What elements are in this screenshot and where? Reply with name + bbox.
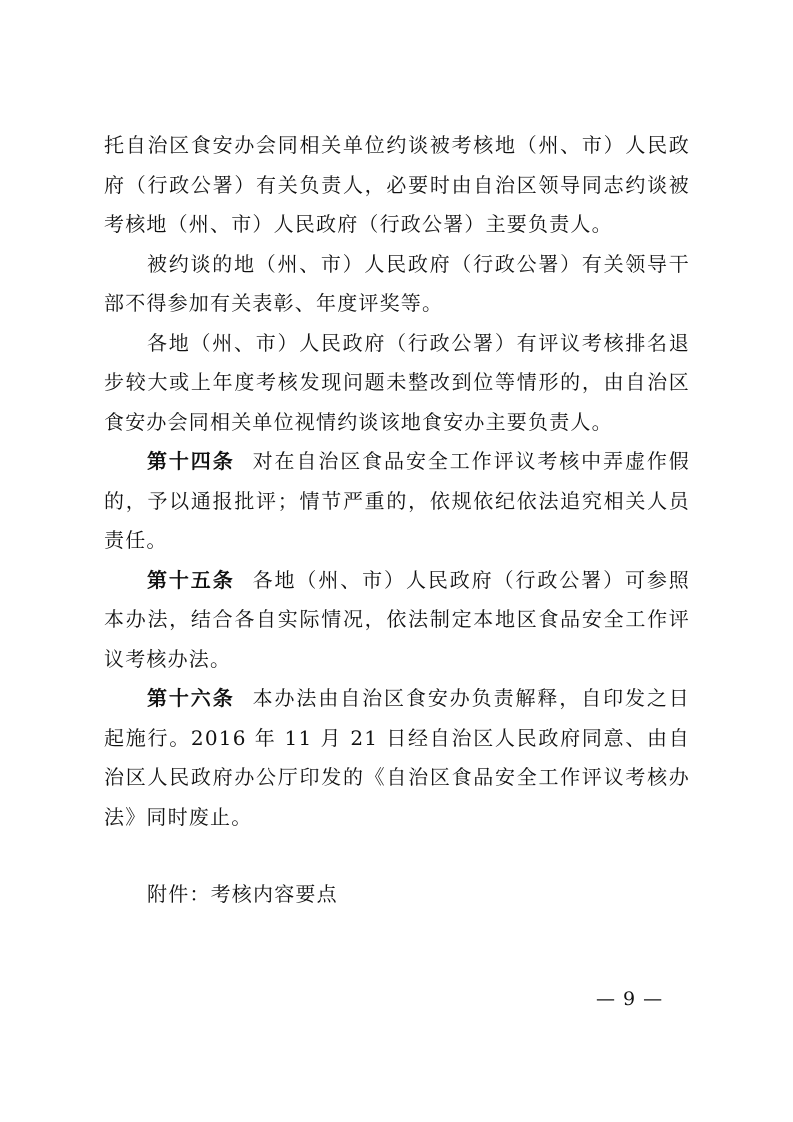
paragraph-interview-consequence: 被约谈的地（州、市）人民政府（行政公署）有关领导干部不得参加有关表彰、年度评奖等。	[104, 251, 690, 315]
paragraph-continuation: 托自治区食安办会同相关单位约谈被考核地（州、市）人民政府（行政公署）有关负责人，必要时由自治区领导同志约谈被考核地（州、市）人民政府（行政公署）主要负责人。	[104, 133, 690, 236]
article-14-label: 第十四条	[147, 449, 235, 473]
paragraph-ranking-decline: 各地（州、市）人民政府（行政公署）有评议考核排名退步较大或上年度考核发现问题未整改到位等情形的，由自治区食安办会同相关单位视情约谈该地食安办主要负责人。	[104, 330, 690, 434]
article-16-label: 第十六条	[147, 686, 235, 710]
article-15-text: 各地（州、市）人民政府（行政公署）可参照本办法，结合各自实际情况，依法制定本地区食品安全工作评议考核办法。	[104, 567, 690, 671]
article-14	[104, 442, 690, 561]
document-body	[104, 126, 690, 915]
page-number: — 9 —	[596, 988, 664, 1010]
article-16	[104, 679, 690, 837]
article-15	[104, 561, 690, 680]
article-15-label: 第十五条	[147, 567, 235, 592]
attachment-note: 附件：考核内容要点	[147, 882, 338, 906]
article-14-text: 对在自治区食品安全工作评议考核中弄虚作假的，予以通报批评；情节严重的，依规依纪依法追究相关人员责任。	[104, 449, 690, 552]
article-16-text: 本办法由自治区食安办负责解释，自印发之日起施行。2016 年 11 月 21 日经自治区人民政府同意、由自治区人民政府办公厅印发的《自治区食品安全工作评议考核办法》同时废止。	[104, 686, 690, 829]
